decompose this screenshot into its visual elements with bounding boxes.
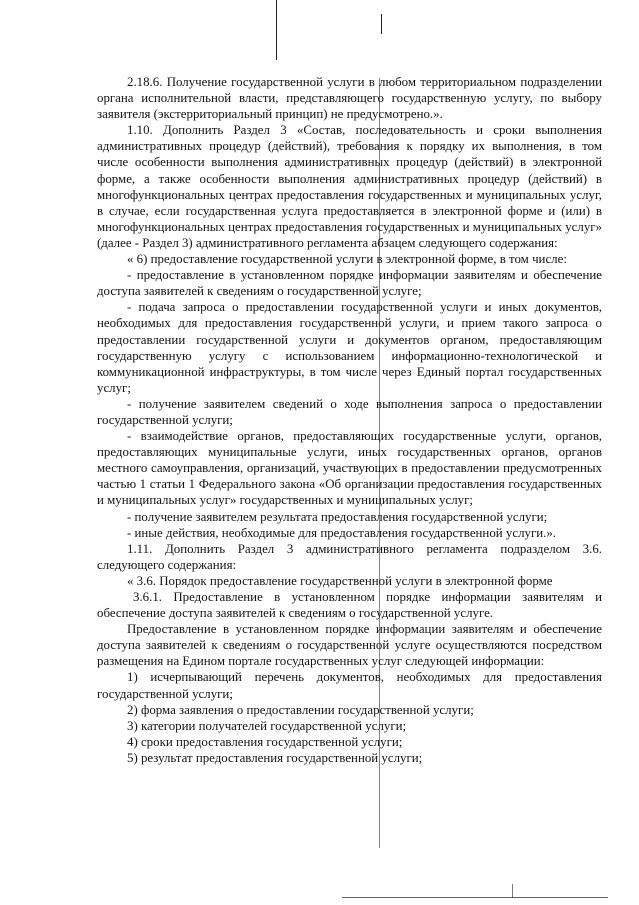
- list-item-other-actions: - иные действия, необходимые для предоставления государственной услуги.».: [127, 525, 557, 540]
- list-item-result: - получение заявителем результата предоставления государственной услуги;: [127, 509, 548, 524]
- document-body: [97, 74, 602, 766]
- list-item-request: - подача запроса о предоставлении государственной услуги и иных документов, необходимых для предоставления государственной услуги, и прием такого запроса о предоставлении государственной услуги и документов органом, предоставляющим государственную услугу с использованием информационно-технологической и коммуникационной инфраструктуры, в том числе через Единый портал государственных услуг;: [97, 300, 602, 395]
- list-item-information: - предоставление в установленном порядке информации заявителям и обеспечение доступа заявителей к сведениям о государственной услуге;: [97, 268, 602, 299]
- paragraph-1-10: 1.10. Дополнить Раздел 3 «Состав, последовательность и сроки выполнения административных процедур (действий), требования к порядку их выполнения, в том числе особенности выполнения административных процедур (действий) в электронной форме, а также особенности выполнения административных процедур (действий) в многофункциональных центрах предоставления государственных и муниципальных услуг, в случае, если государственная услуга предоставляется в электронной форме и (или) в многофункциональных центрах предоставления государственных и муниципальных услуг» (далее - Раздел 3) административного регламента абзацем следующего содержания:: [97, 123, 602, 250]
- scan-mark-top: [381, 14, 382, 34]
- scan-bottom-rule: [342, 897, 608, 898]
- numbered-item-1: 1) исчерпывающий перечень документов, необходимых для предоставления государственной услуги;: [97, 670, 602, 701]
- paragraph-1-11: 1.11. Дополнить Раздел 3 административного регламента подразделом 3.6. следующего содержания:: [97, 541, 602, 572]
- paragraph-provision: Предоставление в установленном порядке информации заявителям и обеспечение доступа заявителей к сведениям о государственной услуге осуществляются посредством размещения на Едином портале государственных услуг следующей информации:: [97, 622, 602, 669]
- numbered-item-3: 3) категории получателей государственной услуги;: [127, 718, 407, 733]
- list-item-status: - получение заявителем сведений о ходе выполнения запроса о предоставлении государственной услуги;: [97, 396, 602, 427]
- numbered-item-5: 5) результат предоставления государственной услуги;: [127, 750, 423, 765]
- scan-fold-line-top: [276, 0, 277, 60]
- paragraph-item-6: « 6) предоставление государственной услуги в электронной форме, в том числе:: [127, 252, 567, 267]
- paragraph-2-18-6: 2.18.6. Получение государственной услуги в любом территориальном подразделении органа исполнительной власти, представляющего государственную услугу, по выбору заявителя (экстерриториальный принцип) не предусмотрено.».: [97, 75, 602, 122]
- subsection-3-6-heading: « 3.6. Порядок предоставление государственной услуги в электронной форме: [127, 573, 553, 588]
- scan-mark-bottom: [512, 884, 513, 898]
- numbered-item-2: 2) форма заявления о предоставлении государственной услуги;: [127, 702, 474, 717]
- list-item-interaction: - взаимодействие органов, предоставляющих государственные услуги, органов, предоставляющих муниципальные услуги, иных государственных органов, органов местного самоуправления, организаций, участвующих в предоставлении предусмотренных частью 1 статьи 1 Федерального закона «Об организации предоставления государственных и муниципальных услуг» государственных и муниципальных услуг;: [97, 429, 602, 508]
- numbered-item-4: 4) сроки предоставления государственной услуги;: [127, 734, 403, 749]
- paragraph-3-6-1: 3.6.1. Предоставление в установленном порядке информации заявителям и обеспечение доступа заявителей к сведениям о государственной услуге.: [97, 590, 602, 621]
